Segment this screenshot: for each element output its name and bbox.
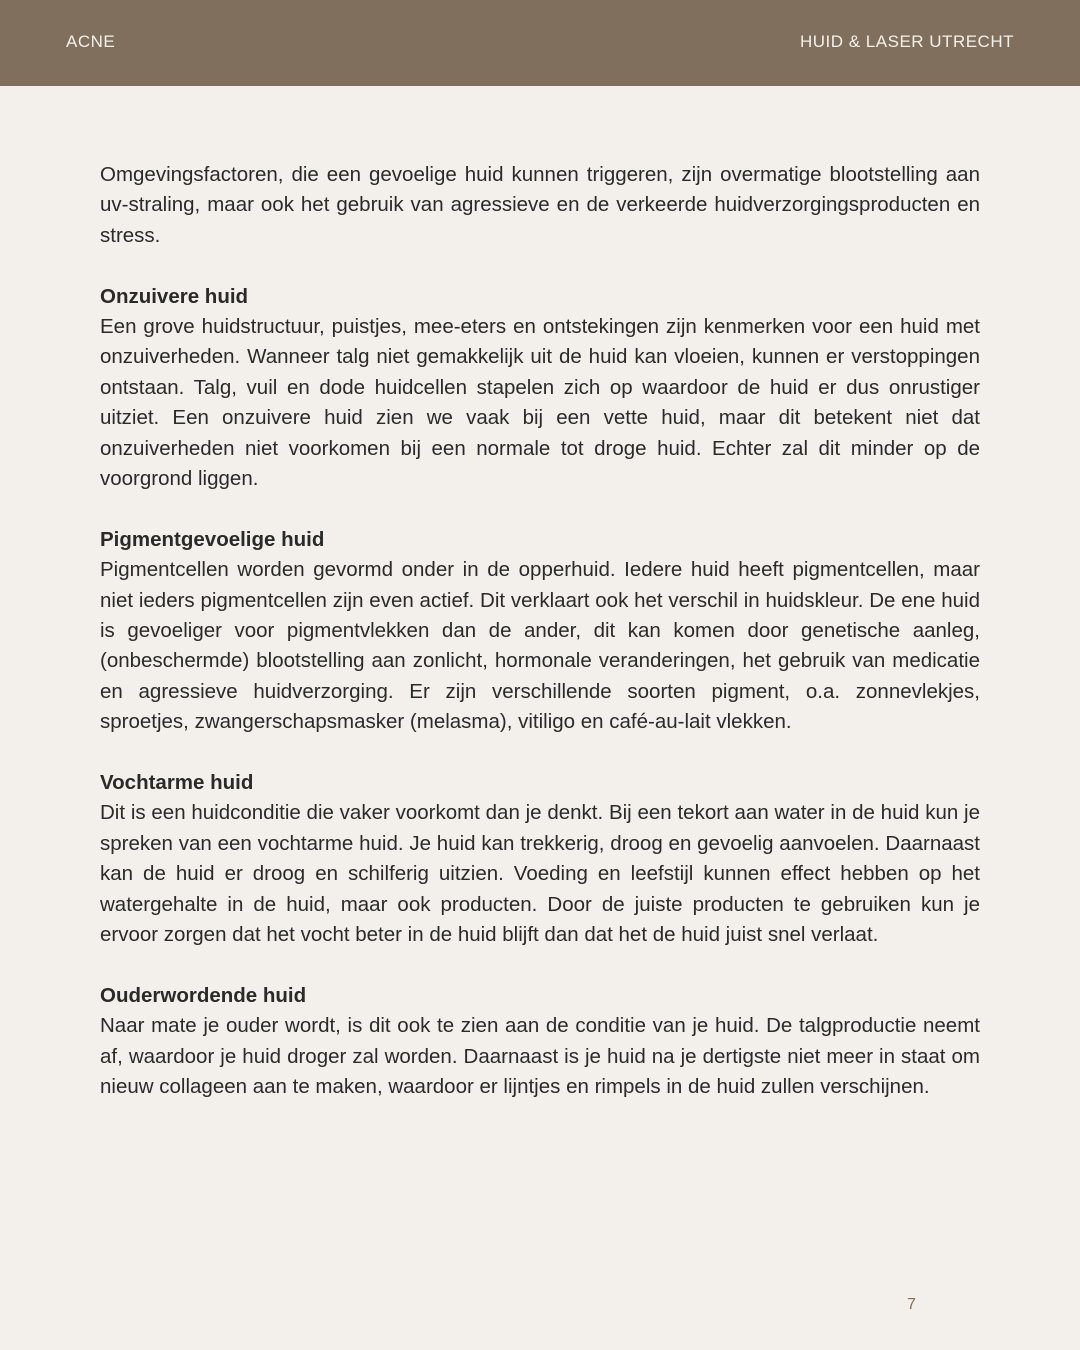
page-number: 7 — [907, 1296, 916, 1313]
intro-paragraph: Omgevingsfactoren, die een gevoelige huid kunnen triggeren, zijn overmatige blootstelling aan uv-straling, maar ook het gebruik van agressieve en de verkeerde huidverzorgingsproducten en stress. — [100, 163, 980, 247]
section-body: Pigmentcellen worden gevormd onder in de opperhuid. Iedere huid heeft pigmentcellen, maar niet ieders pigmentcellen zijn even actief. Dit verklaart ook het verschil in huidskleur. De ene huid is gevoeliger voor pigmentvlekken dan de ander, dit kan komen door genetische aanleg, (onbeschermde) blootstelling aan zonlicht, hormonale veranderingen, het gebruik van medicatie en agressieve huidverzorging. Er zijn verschillende soorten pigment, o.a. zonnevlekjes, sproetjes, zwangerschapsmasker (melasma), vitiligo en café-au-lait vlekken. — [100, 558, 980, 734]
section-vochtarme-huid — [100, 768, 980, 950]
section-onzuivere-huid — [100, 282, 980, 495]
section-body: Naar mate je ouder wordt, is dit ook te zien aan de conditie van je huid. De talgproductie neemt af, waardoor je huid droger zal worden. Daarnaast is je huid na je dertigste niet meer in staat om nieuw collageen aan te maken, waardoor er lijntjes en rimpels in de huid zullen verschijnen. — [100, 1014, 980, 1099]
section-body: Dit is een huidconditie die vaker voorkomt dan je denkt. Bij een tekort aan water in de huid kun je spreken van een vochtarme huid. Je huid kan trekkerig, droog en gevoelig aanvoelen. Daarnaast kan de huid er droog en schilferig uitzien. Voeding en leefstijl kunnen effect hebben op het watergehalte in de huid, maar ook producten. Door de juiste producten te gebruiken kun je ervoor zorgen dat het vocht beter in de huid blijft dan dat het de huid juist snel verlaat. — [100, 801, 980, 947]
section-pigmentgevoelige-huid — [100, 525, 980, 738]
section-heading: Onzuivere huid — [100, 284, 249, 308]
section-body: Een grove huidstructuur, puistjes, mee-eters en ontstekingen zijn kenmerken voor een huid met onzuiverheden. Wanneer talg niet gemakkelijk uit de huid kan vloeien, kunnen er verstoppingen ontstaan. Talg, vuil en dode huidcellen stapelen zich op waardoor de huid er dus onrustiger uitziet. Een onzuivere huid zien we vaak bij een vette huid, maar dit betekent niet dat onzuiverheden niet voorkomen bij een normale tot droge huid. Echter zal dit minder op de voorgrond liggen. — [100, 315, 980, 491]
section-heading: Ouderwordende huid — [100, 983, 307, 1007]
section-ouderwordende-huid — [100, 981, 980, 1103]
brand-label: HUID & LASER UTRECHT — [799, 32, 1014, 51]
page-header — [0, 0, 1080, 86]
page-content — [100, 160, 980, 1133]
section-heading: Vochtarme huid — [100, 771, 254, 795]
section-label: ACNE — [66, 32, 116, 51]
section-heading: Pigmentgevoelige huid — [100, 527, 325, 551]
